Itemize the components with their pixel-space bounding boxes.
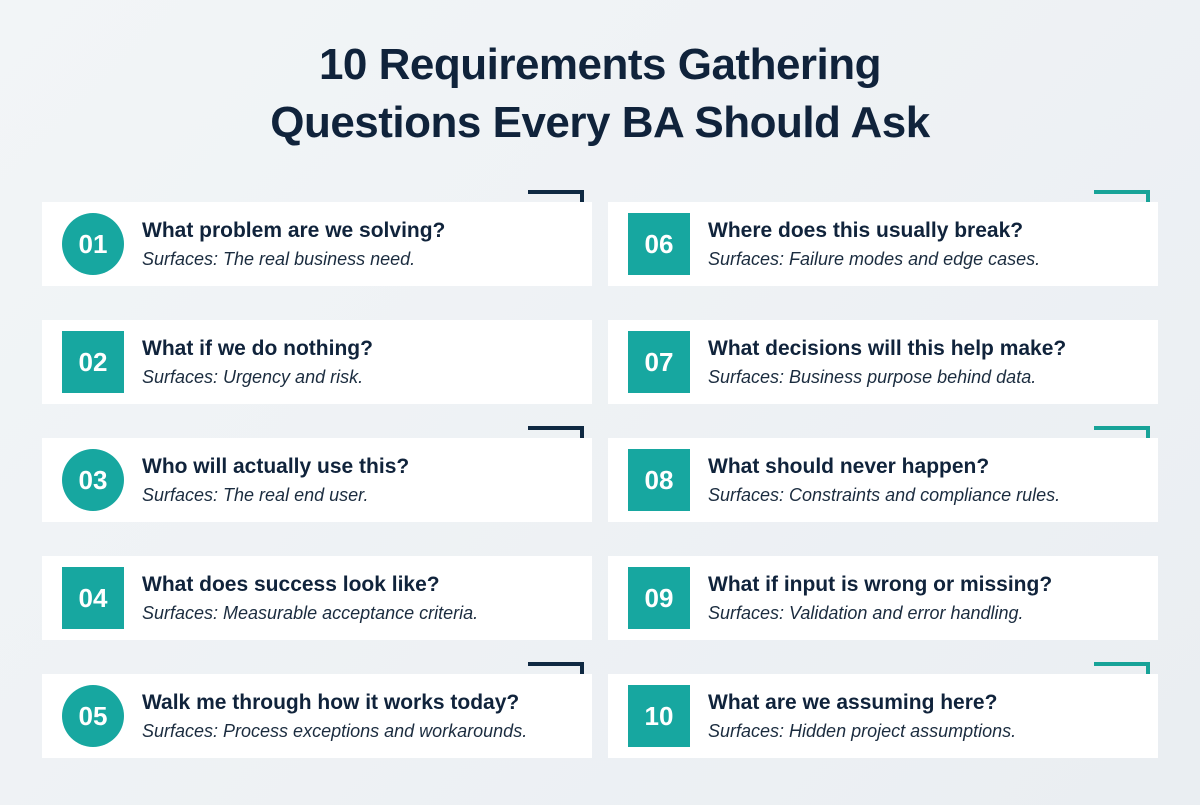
question-text: Where does this usually break? xyxy=(708,218,1024,242)
number-badge: 07 xyxy=(628,331,690,393)
surfaces-text: Surfaces: Failure modes and edge cases. xyxy=(708,248,1041,269)
question-card[interactable] xyxy=(42,190,592,286)
number-badge: 08 xyxy=(628,449,690,511)
question-text: What decisions will this help make? xyxy=(708,336,1067,360)
card-body xyxy=(608,674,1158,758)
card-text-column xyxy=(142,690,527,743)
card-text-column xyxy=(142,336,373,389)
card-text-column xyxy=(708,690,1016,743)
card-body xyxy=(42,202,592,286)
surfaces-text: Surfaces: Urgency and risk. xyxy=(142,366,364,387)
number-badge: 01 xyxy=(62,213,124,275)
number-badge: 02 xyxy=(62,331,124,393)
question-card[interactable] xyxy=(608,190,1158,286)
surfaces-text: Surfaces: Constraints and compliance rules. xyxy=(708,484,1061,505)
card-body xyxy=(42,438,592,522)
card-body xyxy=(608,556,1158,640)
number-badge: 03 xyxy=(62,449,124,511)
card-text-column xyxy=(708,218,1040,271)
card-body xyxy=(42,320,592,404)
surfaces-text: Surfaces: Hidden project assumptions. xyxy=(708,720,1017,741)
card-text-column xyxy=(708,336,1066,389)
surfaces-text: Surfaces: The real business need. xyxy=(142,248,416,269)
card-body xyxy=(42,556,592,640)
question-card[interactable] xyxy=(608,662,1158,758)
surfaces-text: Surfaces: Validation and error handling. xyxy=(708,602,1024,623)
question-text: What problem are we solving? xyxy=(142,218,446,242)
surfaces-text: Surfaces: Measurable acceptance criteria. xyxy=(142,602,479,623)
title-line-2: Questions Every BA Should Ask xyxy=(270,98,930,148)
number-badge: 04 xyxy=(62,567,124,629)
question-card[interactable] xyxy=(608,544,1158,640)
card-text-column xyxy=(708,454,1060,507)
number-badge: 05 xyxy=(62,685,124,747)
question-text: Walk me through how it works today? xyxy=(142,690,520,714)
page-title xyxy=(0,0,1200,152)
title-line-1: 10 Requirements Gathering xyxy=(318,40,882,89)
number-badge: 10 xyxy=(628,685,690,747)
question-text: Who will actually use this? xyxy=(142,454,410,478)
question-text: What does success look like? xyxy=(142,572,440,596)
question-card[interactable] xyxy=(42,544,592,640)
question-text: What are we assuming here? xyxy=(708,690,998,714)
card-body xyxy=(608,202,1158,286)
number-badge: 06 xyxy=(628,213,690,275)
question-text: What should never happen? xyxy=(708,454,990,478)
card-text-column xyxy=(142,454,409,507)
card-body xyxy=(608,438,1158,522)
card-body xyxy=(608,320,1158,404)
question-card-grid xyxy=(42,190,1158,758)
question-text: What if input is wrong or missing? xyxy=(708,572,1053,596)
surfaces-text: Surfaces: The real end user. xyxy=(142,484,369,505)
surfaces-text: Surfaces: Business purpose behind data. xyxy=(708,366,1037,387)
question-card[interactable] xyxy=(608,426,1158,522)
card-text-column xyxy=(142,218,445,271)
surfaces-text: Surfaces: Process exceptions and workarounds. xyxy=(142,720,528,741)
card-text-column xyxy=(708,572,1052,625)
question-card[interactable] xyxy=(608,308,1158,404)
number-badge: 09 xyxy=(628,567,690,629)
card-body xyxy=(42,674,592,758)
question-card[interactable] xyxy=(42,426,592,522)
card-text-column xyxy=(142,572,478,625)
question-card[interactable] xyxy=(42,308,592,404)
question-card[interactable] xyxy=(42,662,592,758)
question-text: What if we do nothing? xyxy=(142,336,373,360)
